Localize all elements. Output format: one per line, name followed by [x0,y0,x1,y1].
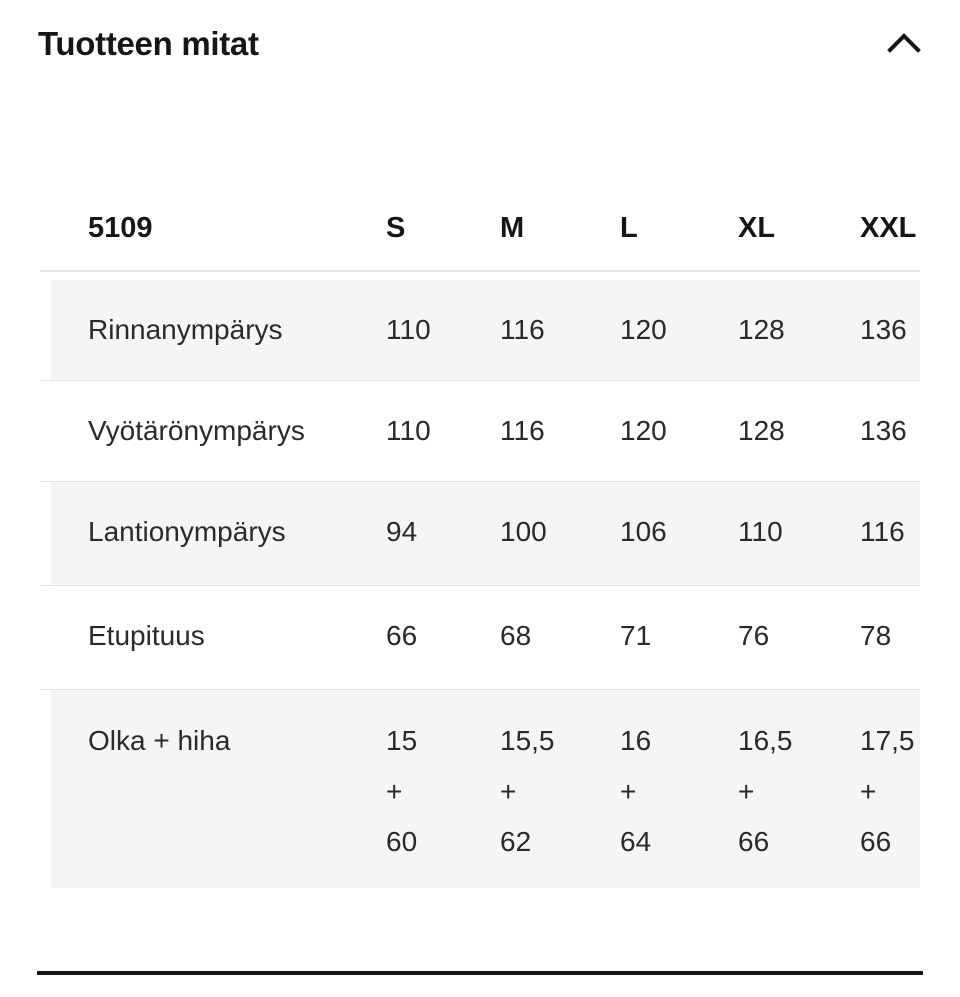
section-title: Tuotteen mitat [38,25,259,62]
table-cell: 110 [738,516,783,547]
table-row-waist [40,380,920,481]
row-label: Lantionympärys [88,516,286,547]
cell-line: + [500,775,517,807]
table-row-shoulder-sleeve [40,689,920,888]
row-label: Vyötärönympärys [88,415,305,446]
table-header-row [40,186,920,272]
cell-line: 16 [620,725,652,756]
table-cell: 116 [860,516,905,547]
cell-line: 15 [386,725,418,756]
table-cell: 116 [500,314,545,345]
cell-line: 60 [386,826,418,857]
table-cell: 94 [386,516,418,547]
cell-line: + [386,775,403,807]
table-cell: 128 [738,415,785,446]
table-cell: 100 [500,516,547,547]
row-label: Etupituus [88,620,205,651]
section-header[interactable] [38,20,924,70]
table-cell: 78 [860,620,892,651]
cell-line: 66 [738,826,770,857]
table-cell [860,716,915,868]
cell-line: + [860,775,877,807]
table-cell: 136 [860,314,907,345]
table-cell [500,716,555,868]
table-cell: 120 [620,314,667,345]
section-bottom-divider [37,971,923,975]
cell-line: + [620,775,637,807]
chevron-up-icon [887,31,921,53]
collapse-button[interactable] [884,22,924,62]
cell-line: 15,5 [500,725,555,756]
cell-line: 66 [860,826,892,857]
cell-line: + [738,775,755,807]
table-row-front-length [40,585,920,689]
column-header-size-xl: XL [738,212,776,244]
table-cell: 66 [386,620,418,651]
row-label: Olka + hiha [88,725,231,756]
table-cell [620,716,651,868]
table-cell [386,716,417,868]
table-row-chest [40,280,920,380]
column-header-size-xxl: XXL [860,212,917,244]
table-row-hip [40,481,920,585]
column-header-product-code: 5109 [88,212,153,244]
table-cell: 116 [500,415,545,446]
table-cell: 106 [620,516,667,547]
table-cell: 76 [738,620,770,651]
table-cell [738,716,793,868]
column-header-size-l: L [620,212,638,244]
cell-line: 62 [500,826,532,857]
size-table [40,186,920,888]
table-cell: 71 [620,620,652,651]
table-cell: 110 [386,314,431,345]
column-header-size-m: M [500,212,525,244]
cell-line: 17,5 [860,725,915,756]
cell-line: 16,5 [738,725,793,756]
table-cell: 128 [738,314,785,345]
column-header-size-s: S [386,212,406,244]
table-cell: 68 [500,620,532,651]
table-cell: 110 [386,415,431,446]
table-cell: 136 [860,415,907,446]
table-cell: 120 [620,415,667,446]
row-label: Rinnanympärys [88,314,283,345]
cell-line: 64 [620,826,652,857]
